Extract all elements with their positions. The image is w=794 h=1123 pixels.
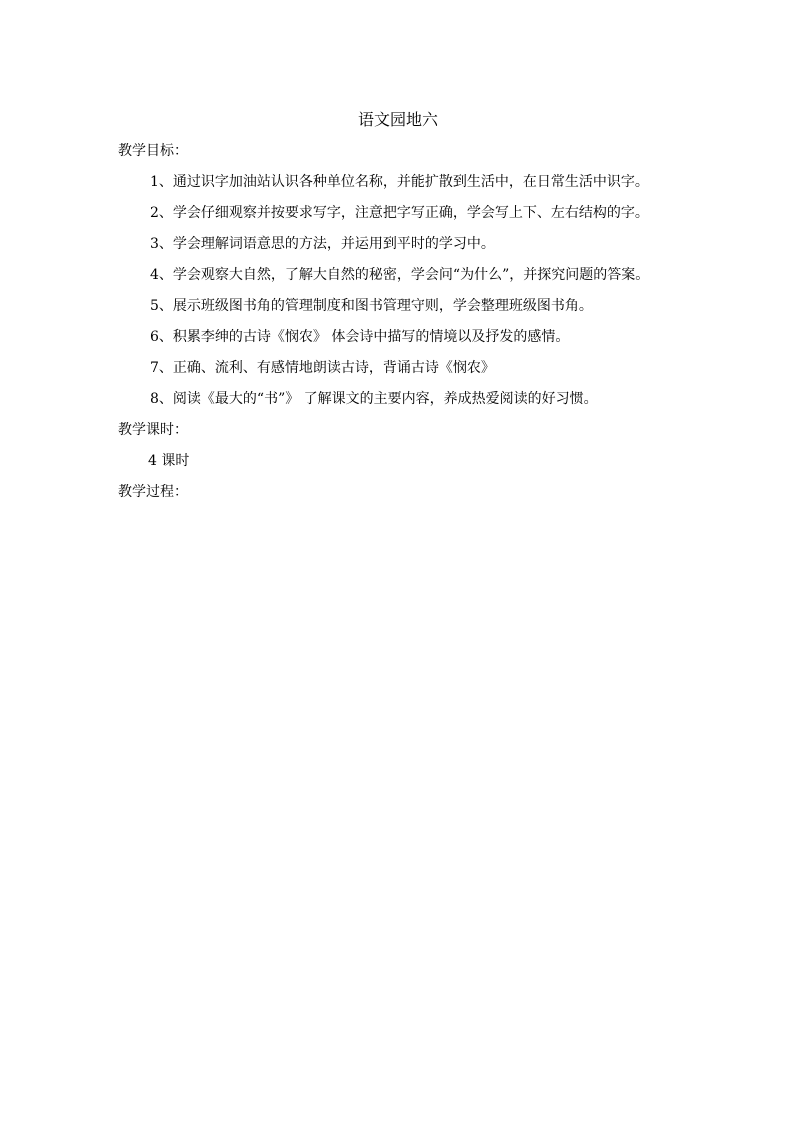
goal-item-8: 8、阅读《最大的“书”》 了解课文的主要内容，养成热爱阅读的好习惯。 <box>150 391 598 407</box>
goal-item-4: 4、学会观察大自然，了解大自然的秘密，学会问“为什么”，并探究问题的答案。 <box>150 267 650 283</box>
goal-item-2: 2、学会仔细观察并按要求写字，注意把字写正确，学会写上下、左右结构的字。 <box>150 205 649 221</box>
hours-heading: 教学课时： <box>118 422 188 438</box>
document-title: 语文园地六 <box>357 110 438 129</box>
goal-item-3: 3、学会理解词语意思的方法，并运用到平时的学习中。 <box>150 236 495 252</box>
document-body <box>118 104 678 508</box>
process-heading: 教学过程： <box>118 484 188 500</box>
goal-item-7: 7、正确、流利、有感情地朗读古诗，背诵古诗《悯农》 <box>150 360 495 376</box>
goal-item-6: 6、积累李绅的古诗《悯农》 体会诗中描写的情境以及抒发的感情。 <box>150 329 570 345</box>
hours-value: 4 课时 <box>148 453 190 469</box>
goals-heading: 教学目标： <box>118 143 188 159</box>
goal-item-1: 1、通过识字加油站认识各种单位名称，并能扩散到生活中，在日常生活中识字。 <box>150 174 649 190</box>
goal-item-5: 5、展示班级图书角的管理制度和图书管理守则，学会整理班级图书角。 <box>150 298 593 314</box>
